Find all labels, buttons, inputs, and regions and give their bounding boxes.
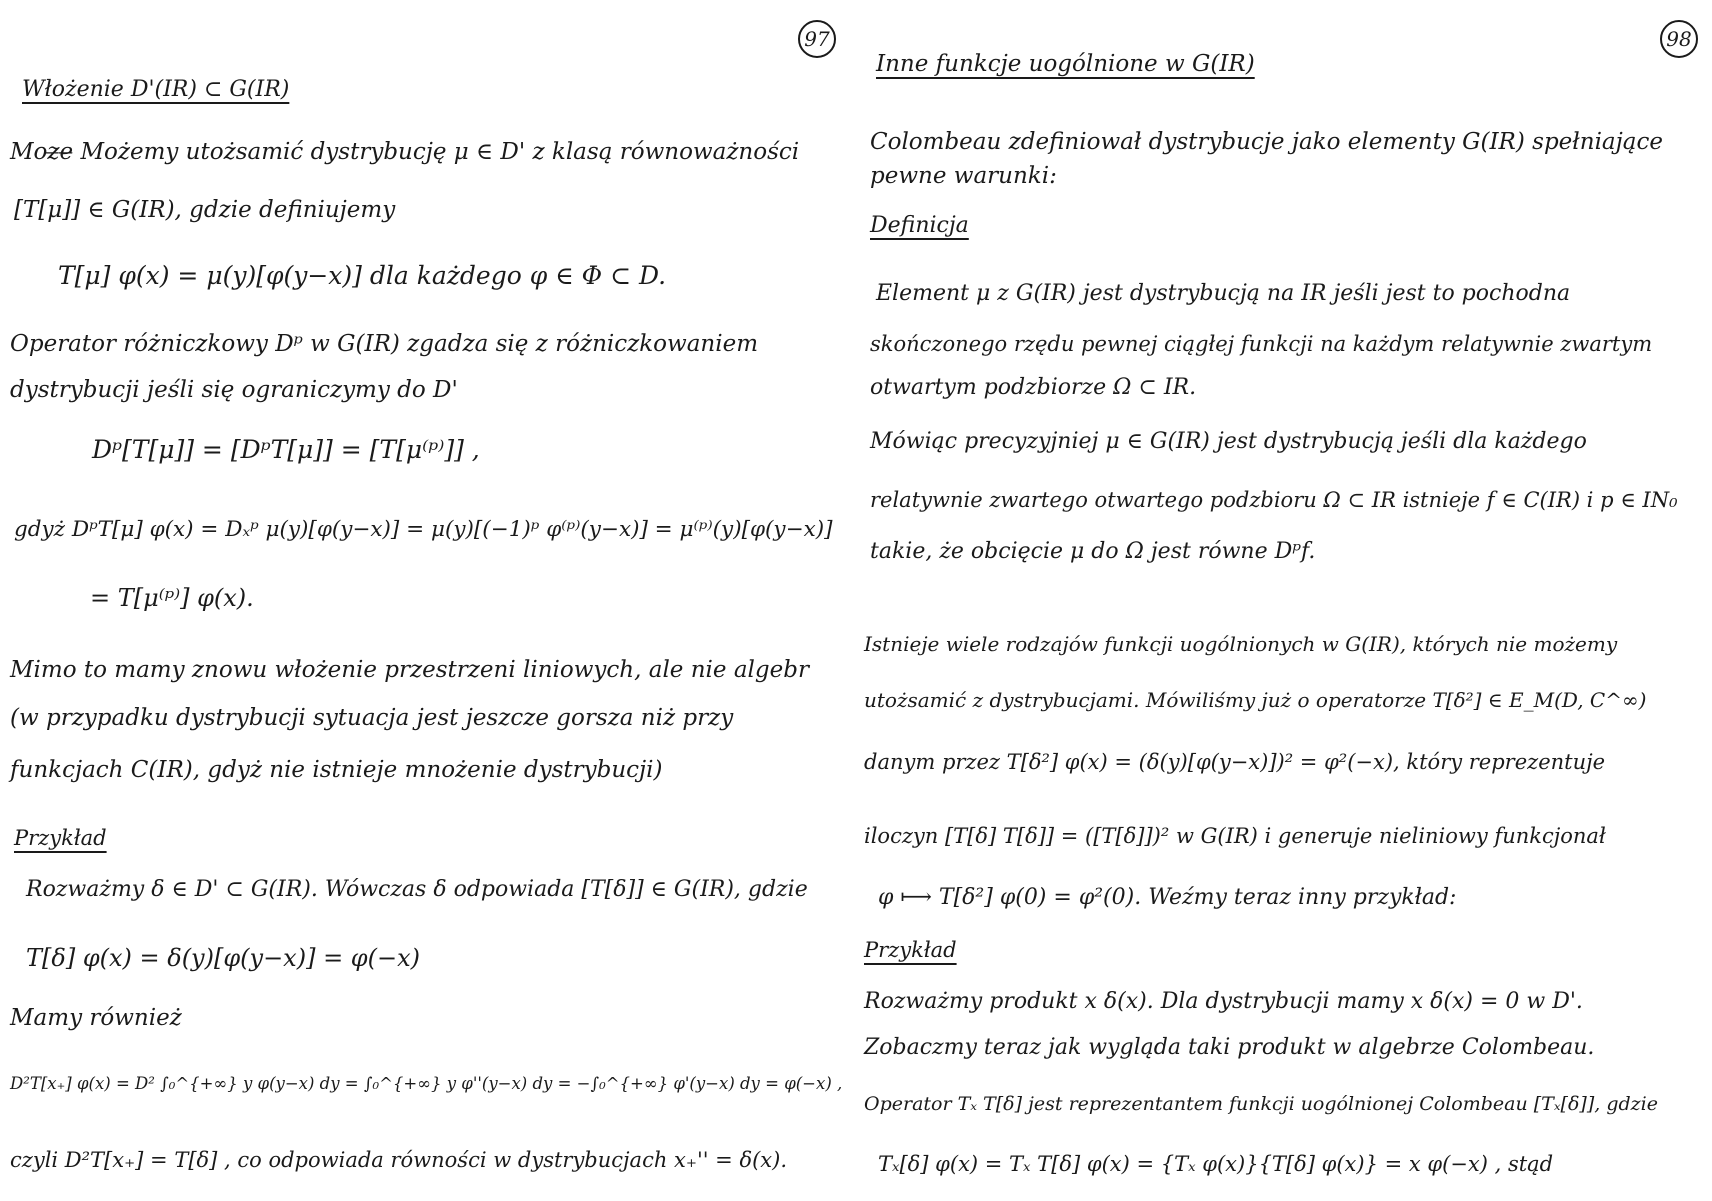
text-line: skończonego rzędu pewnej ciągłej funkcji na każdym relatywnie zwartym (870, 332, 1653, 356)
text-line: Rozważmy produkt x δ(x). Dla dystrybucji mamy x δ(x) = 0 w D'. (864, 989, 1583, 1014)
text-line: Colombeau zdefiniował dystrybucje jako elementy G(IR) spełniające (870, 129, 1663, 155)
right-page (856, 0, 1712, 1201)
text-line: (w przypadku dystrybucji sytuacja jest jeszcze gorsza niż przy (10, 705, 734, 731)
text-line: dystrybucji jeśli się ograniczymy do D' (10, 377, 458, 403)
page-number: 98 (1660, 20, 1698, 58)
definition-heading: Definicja (870, 213, 969, 238)
text-line: Mówiąc precyzyjniej μ ∈ G(IR) jest dystrybucją jeśli dla każdego (870, 429, 1587, 454)
text-line: Moz̶e̶ Możemy utożsamić dystrybucję μ ∈ D' z klasą równoważności (10, 139, 800, 165)
text-line: Element μ z G(IR) jest dystrybucją na IR jeśli jest to pochodna (876, 281, 1571, 306)
text-line: utożsamić z dystrybucjami. Mówiliśmy już o operatorze T[δ²] ∈ E_M(D, C^∞) (864, 688, 1647, 712)
text-line: Operator Tₓ T[δ] jest reprezentantem funkcji uogólnionej Colombeau [Tₓ[δ]], gdzie (864, 1093, 1658, 1115)
formula-line: Dᵖ[T[μ]] = [DᵖT[μ]] = [T[μ⁽ᵖ⁾]] , (92, 435, 480, 464)
formula-line: danym przez T[δ²] φ(x) = (δ(y)[φ(y−x)])² = φ²(−x), który reprezentuje (864, 750, 1606, 774)
text-line: Mimo to mamy znowu włożenie przestrzeni liniowych, ale nie algebr (10, 657, 809, 683)
text-line: Operator różniczkowy Dᵖ w G(IR) zgadza się z różniczkowaniem (10, 331, 759, 357)
example-heading: Przykład (864, 938, 957, 962)
text-line: relatywnie zwartego otwartego podzbioru Ω ⊂ IR istnieje f ∈ C(IR) i p ∈ IN₀ (870, 488, 1678, 512)
text-line: takie, że obcięcie μ do Ω jest równe Dᵖf. (870, 539, 1316, 564)
formula-line: D²T[x₊] φ(x) = D² ∫₀^{+∞} y φ(y−x) dy = ∫₀^{+∞} y φ''(y−x) dy = −∫₀^{+∞} φ'(y−x) dy = φ(−x) , (10, 1074, 843, 1093)
text-line: Zobaczmy teraz jak wygląda taki produkt w algebrze Colombeau. (864, 1035, 1595, 1060)
text-line: [T[μ]] ∈ G(IR), gdzie definiujemy (14, 197, 396, 223)
page-number: 97 (798, 20, 836, 58)
text-line: funkcjach C(IR), gdyż nie istnieje mnożenie dystrybucji) (10, 757, 663, 783)
formula-line: iloczyn [T[δ] T[δ]] = ([T[δ]])² w G(IR) i generuje nieliniowy funkcjonał (864, 824, 1606, 848)
text-line: otwartym podzbiorze Ω ⊂ IR. (870, 375, 1197, 400)
formula-line: Tₓ[δ] φ(x) = Tₓ T[δ] φ(x) = {Tₓ φ(x)}{T[δ] φ(x)} = x φ(−x) , stąd (878, 1152, 1554, 1176)
text-line: Rozważmy δ ∈ D' ⊂ G(IR). Wówczas δ odpowiada [T[δ]] ∈ G(IR), gdzie (26, 877, 808, 902)
text-line: pewne warunki: (870, 163, 1057, 189)
formula-line: T[δ] φ(x) = δ(y)[φ(y−x)] = φ(−x) (26, 944, 420, 972)
example-heading: Przykład (14, 826, 107, 850)
section-heading: Włożenie D'(IR) ⊂ G(IR) (22, 77, 290, 102)
formula-line: T[μ] φ(x) = μ(y)[φ(y−x)] dla każdego φ ∈ Φ ⊂ D. (58, 261, 667, 290)
section-heading: Inne funkcje uogólnione w G(IR) (876, 51, 1255, 77)
formula-line: φ ⟼ T[δ²] φ(0) = φ²(0). Weźmy teraz inny przykład: (878, 885, 1457, 910)
text-line: Mamy również (10, 1005, 182, 1031)
text-line: czyli D²T[x₊] = T[δ] , co odpowiada równości w dystrybucjach x₊'' = δ(x). (10, 1148, 787, 1172)
text-line: Istnieje wiele rodzajów funkcji uogólnionych w G(IR), których nie możemy (864, 632, 1618, 656)
formula-line: = T[μ⁽ᵖ⁾] φ(x). (90, 584, 254, 612)
formula-line: gdyż DᵖT[μ] φ(x) = Dₓᵖ μ(y)[φ(y−x)] = μ(y)[(−1)ᵖ φ⁽ᵖ⁾(y−x)] = μ⁽ᵖ⁾(y)[φ(y−x)] (14, 517, 833, 542)
